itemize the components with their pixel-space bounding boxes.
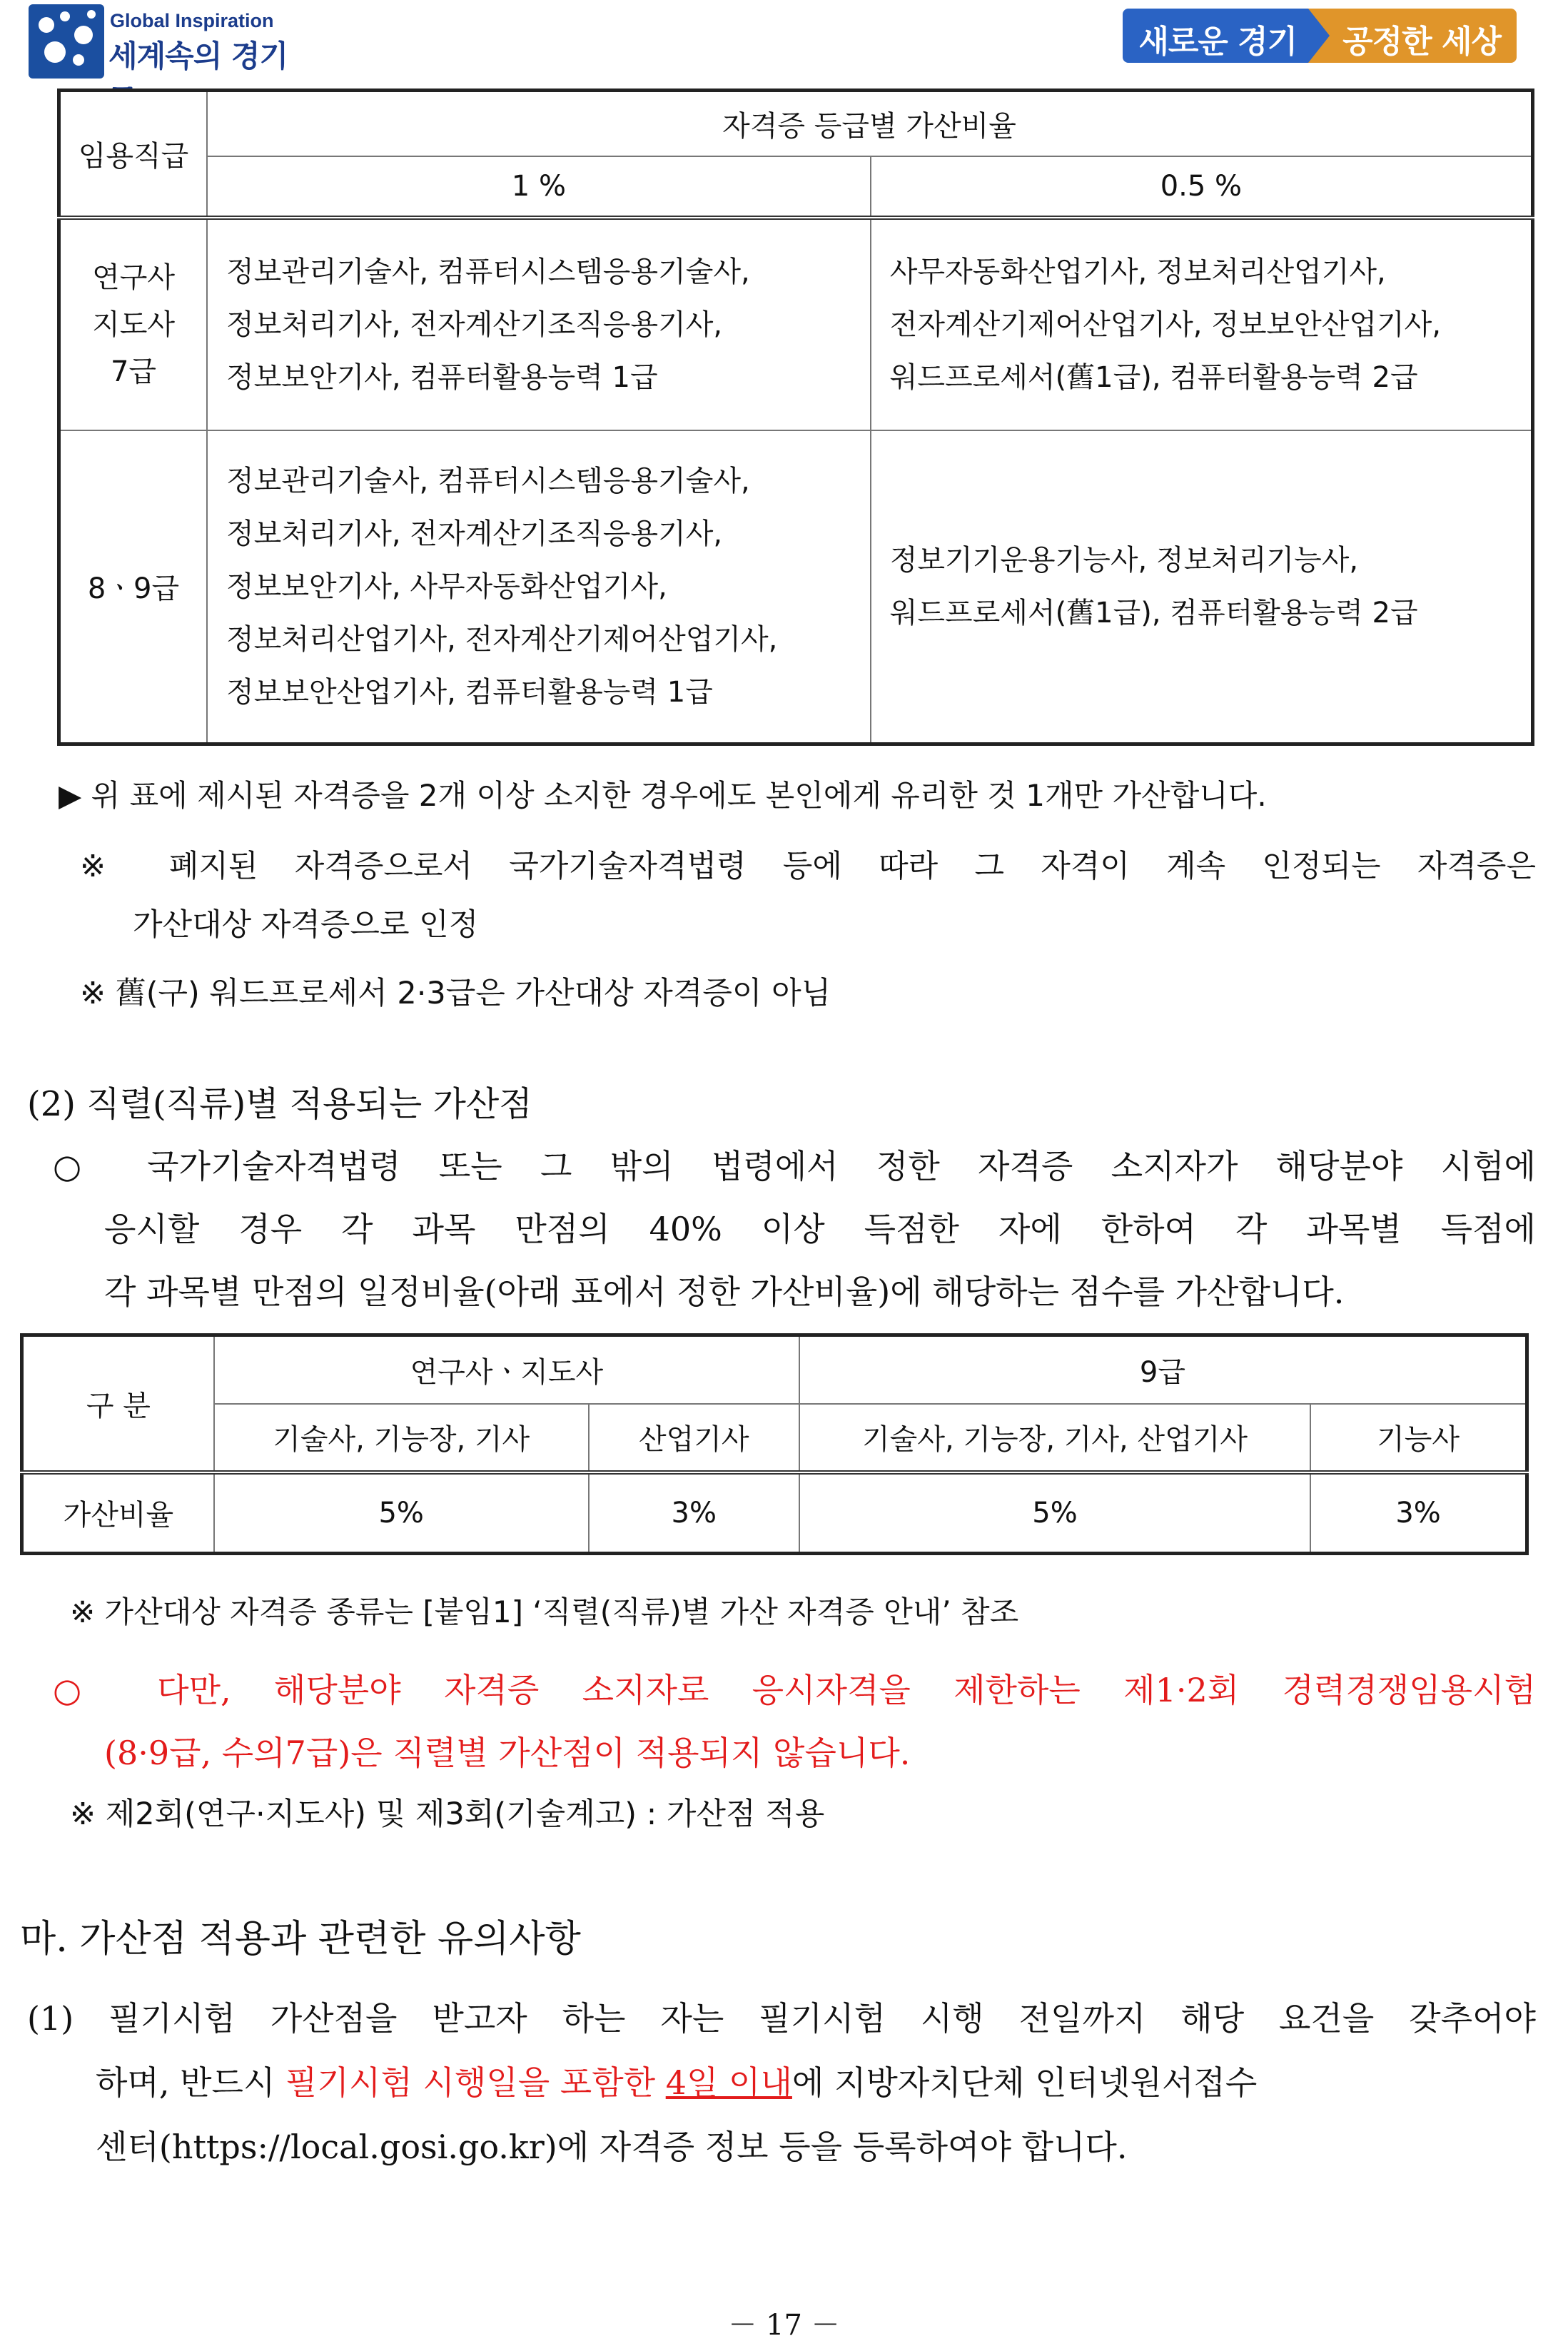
logo-english: Global Inspiration bbox=[110, 10, 274, 31]
certificates-0-5-percent: 사무자동화산업기사, 정보처리산업기사, 전자계산기제어산업기사, 정보보안산업기사, 워드프로세서(舊1급), 컴퓨터활용능력 2급 bbox=[871, 218, 1533, 430]
header-grade9-group: 9급 bbox=[799, 1335, 1527, 1404]
slogan-banner bbox=[1123, 9, 1517, 63]
header-researcher-group: 연구사ㆍ지도사 bbox=[214, 1335, 799, 1404]
table-row bbox=[22, 1472, 1527, 1554]
section-ma-title: 마. 가산점 적용과 관련한 유의사항 bbox=[20, 1918, 581, 1961]
certificates-1-percent: 정보관리기술사, 컴퓨터시스템응용기술사, 정보처리기사, 전자계산기조직응용기사, 정보보안기사, 사무자동화산업기사, 정보처리산업기사, 전자계산기제어산업기사, 정보보안산업기사, 컴퓨터활용능력 1급 bbox=[207, 430, 871, 744]
header-bonus-ratio: 자격증 등급별 가산비율 bbox=[207, 91, 1532, 156]
ratio-value: 3% bbox=[589, 1472, 799, 1554]
exception-note-line1: ○ 다만, 해당분야 자격증 소지자로 응시자격을 제한하는 제1·2회 경력경쟁임용시험 bbox=[53, 1671, 1536, 1709]
sub-header: 기술사, 기능장, 기사, 산업기사 bbox=[799, 1404, 1310, 1472]
sub-header: 기능사 bbox=[1310, 1404, 1527, 1472]
item1-line3: 센터(https://local.gosi.go.kr)에 자격증 정보 등을 등록하여야 합니다. bbox=[96, 2128, 1128, 2166]
slogan-arrow-icon bbox=[1308, 9, 1330, 63]
bonus-ratio-table bbox=[20, 1333, 1529, 1555]
table-row bbox=[59, 218, 1533, 430]
logo-korean: 세계속의 경기 bbox=[108, 39, 288, 74]
bonus-applied-note: ※ 제2회(연구·지도사) 및 제3회(기술계고) : 가산점 적용 bbox=[70, 1796, 825, 1832]
item1-line1: (1) 필기시험 가산점을 받고자 하는 자는 필기시험 시행 전일까지 해당 요건을 갖추어야 bbox=[27, 1999, 1536, 2038]
one-certificate-note: ▶ 위 표에 제시된 자격증을 2개 이상 소지한 경우에도 본인에게 유리한 것 1개만 가산합니다. bbox=[59, 778, 1267, 813]
ratio-value: 5% bbox=[799, 1472, 1310, 1554]
section-2-para-line1: ○ 국가기술자격법령 또는 그 밖의 법령에서 정한 자격증 소지자가 해당분야 시험에 bbox=[53, 1147, 1536, 1185]
gyeonggi-logo bbox=[29, 4, 314, 79]
abolished-cert-note: ※ 폐지된 자격증으로서 국가기술자격법령 등에 따라 그 자격이 계속 인정되는 자격증은 bbox=[80, 849, 1536, 884]
ratio-value: 3% bbox=[1310, 1472, 1527, 1554]
header-appointment-grade: 임용직급 bbox=[59, 91, 208, 218]
certificates-0-5-percent: 정보기기운용기능사, 정보처리기능사, 워드프로세서(舊1급), 컴퓨터활용능력 2급 bbox=[871, 430, 1533, 744]
sub-header: 기술사, 기능장, 기사 bbox=[214, 1404, 589, 1472]
header-1-percent: 1 % bbox=[207, 156, 871, 218]
page-number: － 17 － bbox=[728, 2309, 840, 2341]
four-days-deadline: 4일 이내 bbox=[665, 2063, 792, 2102]
logo-emblem-icon bbox=[29, 4, 104, 79]
slogan-right: 공정한 세상 bbox=[1330, 9, 1517, 63]
abolished-cert-note-cont: 가산대상 자격증으로 인정 bbox=[133, 907, 479, 943]
sub-header: 산업기사 bbox=[589, 1404, 799, 1472]
header-0-5-percent: 0.5 % bbox=[871, 156, 1533, 218]
section-2-para-line2: 응시할 경우 각 과목 만점의 40% 이상 득점한 자에 한하여 각 과목별 득점에 bbox=[104, 1210, 1536, 1248]
item1-line2: 하며, 반드시 필기시험 시행일을 포함한 4일 이내에 지방자치단체 인터넷원서접수 bbox=[96, 2063, 1258, 2102]
row-label: 가산비율 bbox=[22, 1472, 214, 1554]
section-2-para-line3: 각 과목별 만점의 일정비율(아래 표에서 정한 가산비율)에 해당하는 점수를 가산합니다. bbox=[104, 1273, 1345, 1311]
slogan-left: 새로운 경기 bbox=[1123, 9, 1308, 63]
header-category: 구 분 bbox=[22, 1335, 214, 1472]
reference-note: ※ 가산대상 자격증 종류는 [붙임1] ‘직렬(직류)별 가산 자격증 안내’ 참조 bbox=[70, 1594, 1019, 1629]
certificate-bonus-table bbox=[57, 89, 1534, 746]
table-row bbox=[59, 430, 1533, 744]
ratio-value: 5% bbox=[214, 1472, 589, 1554]
grade-cell: 연구사 지도사 7급 bbox=[59, 218, 208, 430]
certificates-1-percent: 정보관리기술사, 컴퓨터시스템응용기술사, 정보처리기사, 전자계산기조직응용기사, 정보보안기사, 컴퓨터활용능력 1급 bbox=[207, 218, 871, 430]
old-word-processor-note: ※ 舊(구) 워드프로세서 2·3급은 가산대상 자격증이 아님 bbox=[80, 976, 831, 1011]
grade-cell: 8ㆍ9급 bbox=[59, 430, 208, 744]
section-2-title: (2) 직렬(직류)별 적용되는 가산점 bbox=[27, 1084, 532, 1124]
exception-note-line2: (8·9급, 수의7급)은 직렬별 가산점이 적용되지 않습니다. bbox=[104, 1734, 911, 1772]
